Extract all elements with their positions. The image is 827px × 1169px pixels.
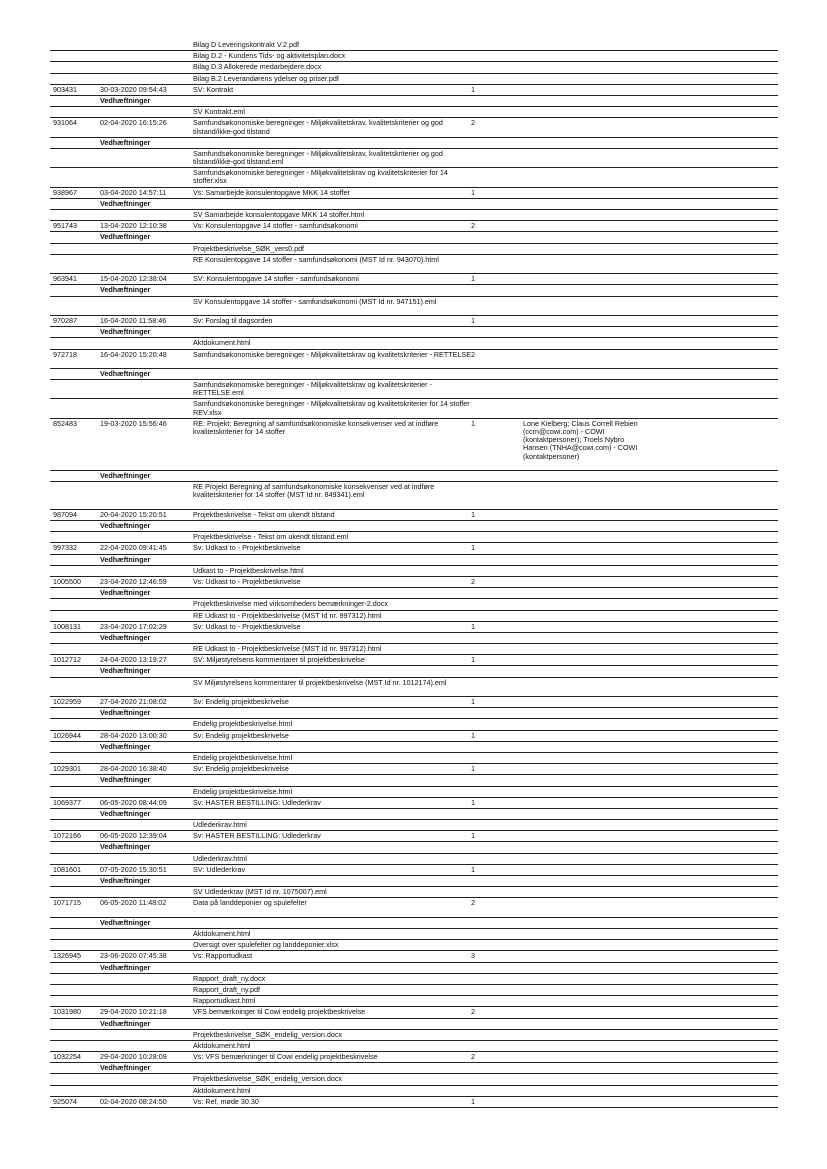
attachments-header-row <box>50 199 778 210</box>
attachment-filename: Udkast to - Projektbeskrivelse.html <box>193 565 304 575</box>
attachment-row <box>50 51 778 62</box>
attachment-row <box>50 297 778 316</box>
message-id: 1081601 <box>53 864 81 874</box>
attachment-filename: RE Konsulentopgave 14 stoffer - samfundsøkonomi (MST Id nr. 943070).html <box>193 254 439 264</box>
message-row <box>50 419 778 471</box>
attachment-row <box>50 532 778 543</box>
message-id: 1029301 <box>53 764 81 774</box>
attachment-count: 1 <box>471 187 475 197</box>
message-subject: SV: Konsulentopgave 14 stoffer - samfundsøkonomi <box>193 274 359 284</box>
attachment-row <box>50 1086 778 1097</box>
attachments-header-row <box>50 809 778 820</box>
message-subject: SV: Udlederkrav <box>193 864 246 874</box>
attachment-count: 1 <box>471 797 475 807</box>
attachments-label: Vedhæftninger <box>100 876 151 886</box>
attachment-filename: RE Projekt Beregning af samfundsøkonomiske konsekvenser ved at indføre kvalitetskriterier for 14 stoffer (MST Id nr. 849341).eml <box>193 482 435 500</box>
attachments-header-row <box>50 232 778 243</box>
attachments-label: Vedhæftninger <box>100 368 151 378</box>
attachment-count: 2 <box>471 349 475 359</box>
attachments-label: Vedhæftninger <box>100 232 151 242</box>
message-id: 963941 <box>53 274 77 284</box>
message-date: 19-03-2020 15:56:46 <box>100 418 167 428</box>
attachment-count: 1 <box>471 764 475 774</box>
attachment-count: 2 <box>471 1052 475 1062</box>
attachment-row <box>50 996 778 1007</box>
attachment-row <box>50 482 778 510</box>
attachment-count: 1 <box>471 864 475 874</box>
attachment-filename: Rapport_draft_ny.docx <box>193 973 266 983</box>
contact-persons: Lone Kielberg; Claus Correll Rebien (ccrn@cowi.com) - COWI (kontaktpersoner); Troels Nybro Hansen (TNHA@cowi.com) - COWI (kontaktpersoner) <box>523 418 638 461</box>
attachments-label: Vedhæftninger <box>100 471 151 481</box>
attachment-row <box>50 62 778 73</box>
attachment-row <box>50 644 778 655</box>
message-id: 931064 <box>53 118 77 128</box>
attachments-header-row <box>50 1063 778 1074</box>
attachment-row <box>50 149 778 168</box>
message-id: 1022959 <box>53 697 81 707</box>
message-row <box>50 865 778 876</box>
attachment-row <box>50 338 778 349</box>
message-id: 997332 <box>53 543 77 553</box>
message-row <box>50 543 778 554</box>
attachment-count: 1 <box>471 655 475 665</box>
attachments-label: Vedhæftninger <box>100 808 151 818</box>
message-id: 925074 <box>53 1096 77 1106</box>
attachment-filename: Bilag B.2 Leverandørens ydelser og priser.pdf <box>193 73 339 83</box>
message-row <box>50 577 778 588</box>
message-subject: Vs: Rapportudkast <box>193 951 253 961</box>
attachments-header-row <box>50 521 778 532</box>
message-id: 987094 <box>53 509 77 519</box>
message-id: 951743 <box>53 221 77 231</box>
attachments-header-row <box>50 876 778 887</box>
attachment-count: 2 <box>471 221 475 231</box>
attachment-filename: Endelig projektbeskrivelse.html <box>193 719 293 729</box>
message-date: 22-04-2020 09:41:45 <box>100 543 167 553</box>
message-subject: Sv: Forslag til dagsorden <box>193 315 273 325</box>
attachments-header-row <box>50 588 778 599</box>
attachment-row <box>50 611 778 622</box>
attachment-filename: Udlederkrav.html <box>193 820 247 830</box>
attachments-label: Vedhæftninger <box>100 708 151 718</box>
attachment-filename: Samfundsøkonomiske beregninger - Miljøkvalitetskrav og kvalitetskriterier for 14 stoffer REV.xlsx <box>193 399 470 417</box>
attachment-filename: RE Udkast to - Projektbeskrivelse (MST Id nr. 997312).html <box>193 644 382 654</box>
attachment-row <box>50 678 778 697</box>
attachment-count: 2 <box>471 576 475 586</box>
attachment-filename: Aktdokument.html <box>193 1085 251 1095</box>
attachments-header-row <box>50 742 778 753</box>
attachment-count: 1 <box>471 1096 475 1106</box>
attachments-header-row <box>50 555 778 566</box>
attachments-label: Vedhæftninger <box>100 554 151 564</box>
attachment-count: 2 <box>471 1007 475 1017</box>
attachments-label: Vedhæftninger <box>100 327 151 337</box>
attachment-count: 1 <box>471 509 475 519</box>
attachment-filename: Aktdokument.html <box>193 929 251 938</box>
attachment-row <box>50 1074 778 1085</box>
attachments-header-row <box>50 471 778 482</box>
message-subject: Vs: Udkast to - Projektbeskrivelse <box>193 576 301 586</box>
attachment-filename: Endelig projektbeskrivelse.html <box>193 786 293 796</box>
message-row <box>50 655 778 666</box>
attachment-row <box>50 887 778 898</box>
attachment-row <box>50 719 778 730</box>
message-date: 06-05-2020 08:44:09 <box>100 797 167 807</box>
attachment-row <box>50 566 778 577</box>
message-subject: Sv: Endelig projektbeskrivelse <box>193 697 289 707</box>
message-id: 903431 <box>53 84 77 94</box>
attachment-count: 1 <box>471 697 475 707</box>
attachments-header-row <box>50 96 778 107</box>
attachments-label: Vedhæftninger <box>100 285 151 295</box>
attachment-filename: Udlederkrav.html <box>193 853 247 863</box>
attachment-row <box>50 244 778 255</box>
attachments-header-row <box>50 775 778 786</box>
attachments-header-row <box>50 285 778 296</box>
attachments-label: Vedhæftninger <box>100 775 151 785</box>
message-id: 1005500 <box>53 576 81 586</box>
message-date: 20-04-2020 15:20:51 <box>100 509 167 519</box>
message-row <box>50 1052 778 1063</box>
attachment-count: 1 <box>471 831 475 841</box>
attachment-row <box>50 854 778 865</box>
message-subject: Projektbeskrivelse - Tekst om ukendt tilstand <box>193 509 335 519</box>
attachment-count: 1 <box>471 274 475 284</box>
message-row <box>50 798 778 809</box>
message-date: 28-04-2020 16:38:40 <box>100 764 167 774</box>
attachment-count: 1 <box>471 315 475 325</box>
journal-table <box>50 40 778 1108</box>
attachment-filename: Rapportudkast.html <box>193 996 256 1006</box>
message-date: 28-04-2020 13:00:30 <box>100 730 167 740</box>
message-subject: Samfundsøkonomiske beregninger - Miljøkvalitetskrav, kvalitetskriterier og god tilstand/ikke-god tilstand <box>193 118 443 136</box>
message-row <box>50 831 778 842</box>
attachment-row <box>50 820 778 831</box>
message-date: 29-04-2020 10:21:18 <box>100 1007 167 1017</box>
attachments-label: Vedhæftninger <box>100 842 151 852</box>
attachment-filename: Oversigt over spulefelter og landdeponier.xlsx <box>193 940 339 950</box>
message-row <box>50 697 778 708</box>
attachments-header-row <box>50 138 778 149</box>
message-date: 13-04-2020 12:10:38 <box>100 221 167 231</box>
message-row <box>50 731 778 742</box>
attachment-count: 1 <box>471 543 475 553</box>
message-subject: Sv: Udkast to - Projektbeskrivelse <box>193 621 301 631</box>
message-date: 15-04-2020 12:38:04 <box>100 274 167 284</box>
message-row <box>50 85 778 96</box>
message-date: 16-04-2020 11:58:46 <box>100 315 167 325</box>
message-subject: Vs: VFS bemærkninger til Cowi endelig projektbeskrivelse <box>193 1052 378 1062</box>
attachments-label: Vedhæftninger <box>100 521 151 531</box>
attachment-filename: Projektbeskrivelse - Tekst om ukendt tilstand.eml <box>193 532 349 542</box>
attachment-filename: Samfundsøkonomiske beregninger - Miljøkvalitetskrav og kvalitetskriterier - RETTELSE.eml <box>193 380 432 398</box>
message-subject: VFS bemærkninger til Cowi endelig projektbeskrivelse <box>193 1007 366 1017</box>
attachment-count: 2 <box>471 118 475 128</box>
message-date: 16-04-2020 15:20:48 <box>100 349 167 359</box>
message-id: 938967 <box>53 187 77 197</box>
attachments-label: Vedhæftninger <box>100 917 151 927</box>
attachment-filename: Projektbeskrivelse_SØK_endelig_version.docx <box>193 1074 343 1084</box>
attachments-header-row <box>50 708 778 719</box>
message-row <box>50 316 778 327</box>
attachment-row <box>50 399 778 418</box>
attachment-filename: SV Kontrakt.eml <box>193 107 245 117</box>
attachment-count: 1 <box>471 621 475 631</box>
message-date: 23-04-2020 12:46:59 <box>100 576 167 586</box>
attachment-row <box>50 255 778 274</box>
attachments-label: Vedhæftninger <box>100 666 151 676</box>
attachment-filename: Aktdokument.html <box>193 1040 251 1050</box>
message-id: 970287 <box>53 315 77 325</box>
attachments-header-row <box>50 666 778 677</box>
attachment-row <box>50 1030 778 1041</box>
message-subject: Samfundsøkonomiske beregninger - Miljøkvalitetskrav og kvalitetskriterier - RETTELSE <box>193 349 472 359</box>
attachments-label: Vedhæftninger <box>100 632 151 642</box>
message-row <box>50 951 778 962</box>
attachment-row <box>50 974 778 985</box>
message-id: 1032254 <box>53 1052 81 1062</box>
message-date: 24-04-2020 13:19:27 <box>100 655 167 665</box>
attachment-row <box>50 787 778 798</box>
message-subject: Vs: Samarbejde konsulentopgave MKK 14 stoffer <box>193 187 350 197</box>
attachment-filename: Rapport_draft_ny.pdf <box>193 984 260 994</box>
message-row <box>50 188 778 199</box>
attachment-filename: Samfundsøkonomiske beregninger - Miljøkvalitetskrav og kvalitetskriterier for 14 stoffer.xlsx <box>193 168 448 186</box>
message-row <box>50 898 778 917</box>
message-date: 02-04-2020 16:15:26 <box>100 118 167 128</box>
attachment-count: 1 <box>471 84 475 94</box>
message-id: 852483 <box>53 418 77 428</box>
attachment-filename: Bilag D Leveringskontrakt V.2.pdf <box>193 40 300 49</box>
attachment-row <box>50 753 778 764</box>
attachment-row <box>50 599 778 610</box>
attachment-filename: SV Konsulentopgave 14 stoffer - samfundsøkonomi (MST Id nr. 947151).eml <box>193 296 437 306</box>
attachment-filename: Bilag D.3 Allokerede medarbejdere.docx <box>193 62 322 72</box>
attachment-filename: SV Samarbejde konsulentopgave MKK 14 stoffer.html <box>193 210 365 220</box>
message-date: 06-05-2020 11:48:02 <box>100 898 167 908</box>
message-subject: Vs: Konsulentopgave 14 stoffer - samfundsøkonomi <box>193 221 358 231</box>
attachments-header-row <box>50 633 778 644</box>
message-subject: Sv: HASTER BESTILLING: Udlederkrav <box>193 831 321 841</box>
attachments-label: Vedhæftninger <box>100 1063 151 1073</box>
attachments-header-row <box>50 327 778 338</box>
attachment-count: 1 <box>471 418 475 428</box>
message-subject: Sv: HASTER BESTILLING: Udlederkrav <box>193 797 321 807</box>
message-row <box>50 118 778 137</box>
attachment-filename: Projektbeskrivelse_SØK_vers0.pdf <box>193 243 305 253</box>
message-subject: SV: Miljøstyrelsens kommentarer til projektbeskrivelse <box>193 655 365 665</box>
message-date: 29-04-2020 10:28:09 <box>100 1052 167 1062</box>
attachment-filename: Projektbeskrivelse med virksomheders bemærkninger-2.docx <box>193 599 388 609</box>
attachments-header-row <box>50 1019 778 1030</box>
attachments-label: Vedhæftninger <box>100 198 151 208</box>
message-row <box>50 1007 778 1018</box>
message-row <box>50 1097 778 1108</box>
message-date: 03-04-2020 14:57:11 <box>100 187 167 197</box>
attachment-row <box>50 940 778 951</box>
message-id: 1069377 <box>53 797 81 807</box>
attachment-row <box>50 210 778 221</box>
message-id: 972718 <box>53 349 77 359</box>
message-id: 1012712 <box>53 655 81 665</box>
attachment-filename: Aktdokument.html <box>193 338 251 348</box>
message-date: 23-04-2020 17:02:29 <box>100 621 167 631</box>
message-id: 1031980 <box>53 1007 81 1017</box>
attachments-header-row <box>50 918 778 929</box>
message-id: 1072166 <box>53 831 81 841</box>
message-id: 1326945 <box>53 951 81 961</box>
message-subject: Sv: Endelig projektbeskrivelse <box>193 730 289 740</box>
attachment-row <box>50 1041 778 1052</box>
message-subject: SV: Kontrakt <box>193 84 234 94</box>
attachment-row <box>50 107 778 118</box>
message-date: 27-04-2020 21:08:02 <box>100 697 167 707</box>
attachments-header-row <box>50 963 778 974</box>
attachments-label: Vedhæftninger <box>100 137 151 147</box>
message-row <box>50 350 778 369</box>
attachments-header-row <box>50 842 778 853</box>
message-subject: Sv: Endelig projektbeskrivelse <box>193 764 289 774</box>
message-date: 30-03-2020 09:54:43 <box>100 84 167 94</box>
attachments-label: Vedhæftninger <box>100 962 151 972</box>
message-date: 07-05-2020 15:30:51 <box>100 864 167 874</box>
attachments-label: Vedhæftninger <box>100 1018 151 1028</box>
attachments-label: Vedhæftninger <box>100 588 151 598</box>
attachment-row <box>50 168 778 187</box>
attachment-row <box>50 40 778 51</box>
attachment-filename: Projektbeskrivelse_SØK_endelig_version.docx <box>193 1029 343 1039</box>
message-subject: Data på landdeponier og spulefelter <box>193 898 307 908</box>
message-date: 02-04-2020 08:24:50 <box>100 1096 167 1106</box>
attachment-filename: Bilag D.2 - Kundens Tids- og aktivitetsplan.docx <box>193 51 346 61</box>
attachment-count: 1 <box>471 730 475 740</box>
attachment-filename: SV Udlederkrav (MST Id nr. 1075007).eml <box>193 887 327 897</box>
message-subject: RE: Projekt: Beregning af samfundsøkonomiske konsekvenser ved at indføre kvalitetskriterier for 14 stoffer <box>193 418 439 437</box>
attachment-filename: RE Udkast to - Projektbeskrivelse (MST Id nr. 997312).html <box>193 610 382 620</box>
message-row <box>50 622 778 633</box>
attachment-row <box>50 929 778 940</box>
message-subject: Vs: Ref, møde 30.30 <box>193 1096 259 1106</box>
attachment-filename: Endelig projektbeskrivelse.html <box>193 752 293 762</box>
attachment-filename: SV Miljøstyrelsens kommentarer til projektbeskrivelse (MST Id nr. 1012174).eml <box>193 677 447 687</box>
message-row <box>50 274 778 285</box>
message-date: 06-05-2020 12:39:04 <box>100 831 167 841</box>
message-row <box>50 510 778 521</box>
message-row <box>50 764 778 775</box>
message-date: 23-06-2020 07:45:38 <box>100 951 167 961</box>
attachment-row <box>50 380 778 399</box>
attachment-row <box>50 985 778 996</box>
message-id: 1026944 <box>53 730 81 740</box>
attachments-label: Vedhæftninger <box>100 741 151 751</box>
attachment-count: 3 <box>471 951 475 961</box>
message-id: 1008131 <box>53 621 81 631</box>
attachments-header-row <box>50 369 778 380</box>
message-id: 1071715 <box>53 898 81 908</box>
attachment-count: 2 <box>471 898 475 908</box>
message-row <box>50 221 778 232</box>
attachments-label: Vedhæftninger <box>100 95 151 105</box>
message-subject: Sv: Udkast to - Projektbeskrivelse <box>193 543 301 553</box>
attachment-row <box>50 74 778 85</box>
attachment-filename: Samfundsøkonomiske beregninger - Miljøkvalitetskrav, kvalitetskriterier og god tilstand/ikke-god tilstand.eml <box>193 148 443 167</box>
